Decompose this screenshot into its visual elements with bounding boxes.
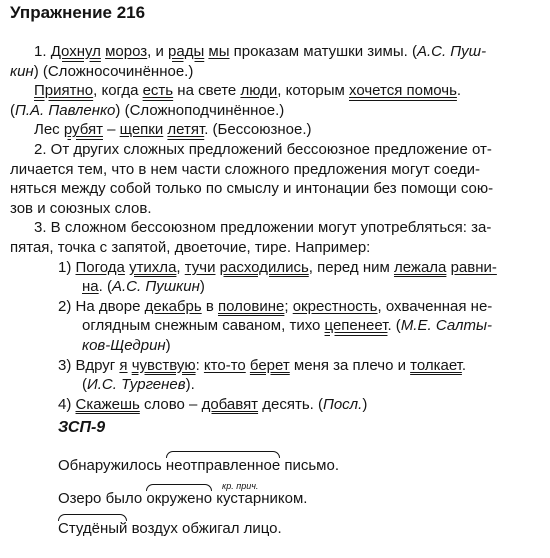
zsp-heading: ЗСП-9 bbox=[58, 419, 106, 436]
sentence-2: Озеро было окружено кустарником. bbox=[58, 490, 308, 507]
p2-line4: зов и союзных слов. bbox=[10, 199, 152, 217]
p1-line2: кин) (Сложносочинённое.) bbox=[10, 62, 194, 80]
adjective-arc: Студёный bbox=[58, 520, 128, 537]
p2-line1: 2. От других сложных предложений бессоюзное предложение от- bbox=[34, 140, 492, 158]
example-2-line3: ков-Щедрин) bbox=[82, 336, 171, 354]
example-1-line2: на. (А.С. Пушкин) bbox=[82, 278, 205, 296]
example-3-line1: 3) Вдруг я чувствую: кто-то берет меня за плечо и толкает. bbox=[58, 356, 467, 374]
sentence-1: Обнаружилось неотправленное письмо. bbox=[58, 457, 339, 474]
short-participle-arc: окружено bbox=[146, 490, 213, 507]
participle-arc: неотправленное bbox=[165, 457, 281, 474]
example-2-line1: 2) На дворе декабрь в половине; окрестность, охваченная не- bbox=[58, 297, 493, 315]
sentence-3: Студёный воздух обжигал лицо. bbox=[58, 520, 282, 537]
example-4-line1: 4) Скажешь слово – добавят десять. (Посл.) bbox=[58, 395, 368, 413]
p3-line2: пятая, точка с запятой, двоеточие, тире. Например: bbox=[10, 238, 371, 256]
example-3-line2: (И.С. Тургенев). bbox=[82, 376, 195, 394]
p1-line4: (П.А. Павленко) (Сложноподчинённое.) bbox=[10, 101, 285, 119]
short-participle-note: кр. прич. bbox=[222, 481, 259, 491]
p1-line1: 1. Дохнул мороз, и рады мы проказам матушки зимы. (А.С. Пуш- bbox=[34, 43, 487, 60]
p1-line5: Лес рубят – щепки летят. (Бессоюзное.) bbox=[34, 121, 312, 139]
exercise-body bbox=[10, 42, 530, 414]
exercise-title: Упражнение 216 bbox=[10, 3, 146, 22]
p3-line1: 3. В сложном бессоюзном предложении могут употребляться: за- bbox=[34, 219, 492, 237]
example-2-line2: оглядным снежным саваном, тихо цепенеет. (М.Е. Салты- bbox=[82, 317, 492, 335]
example-1-line1: 1) Погода утихла, тучи расходились, перед ним лежала равни- bbox=[58, 258, 497, 276]
p2-line3: няться между собой только по смыслу и интонации без помощи сою- bbox=[10, 180, 494, 198]
p1-line3: Приятно, когда есть на свете люди, которым хочется помочь. bbox=[34, 82, 462, 100]
p2-line2: личается тем, что в нем части сложного предложения могут соеди- bbox=[10, 160, 481, 178]
